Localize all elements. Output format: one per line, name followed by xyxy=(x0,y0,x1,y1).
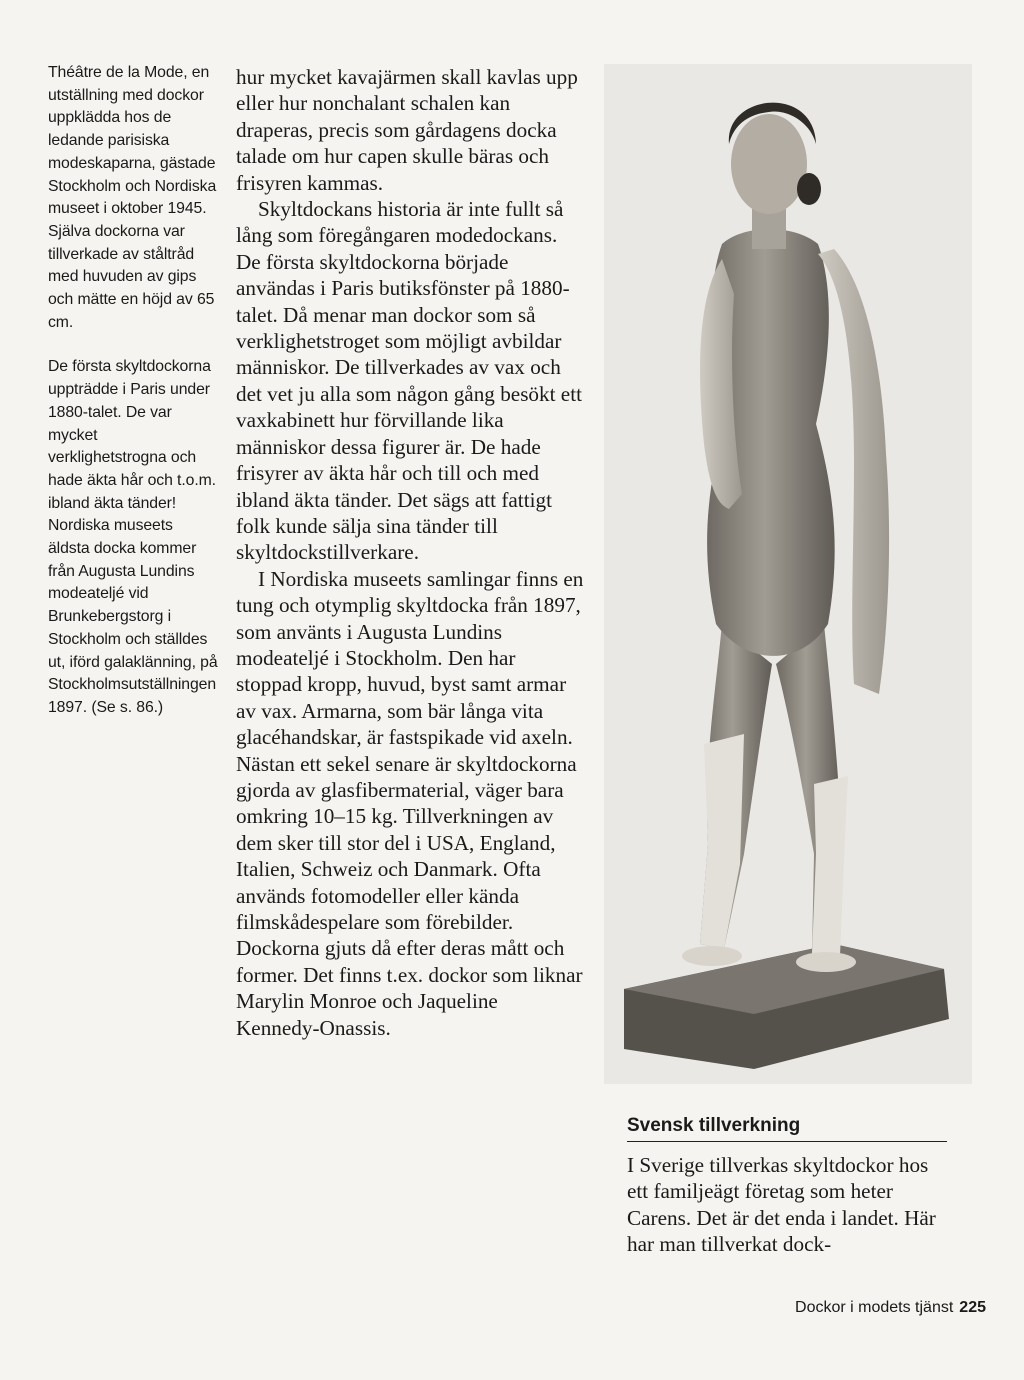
section-paragraph: I Sverige tillverkas skyltdockor hos ett familjeägt företag som heter Carens. Det är det enda i landet. Här har man tillverkat dock- xyxy=(627,1153,936,1257)
caption-first-mannequins: De första skyltdockorna uppträdde i Paris under 1880-talet. De var mycket verklighetstrogna och hade äkta hår och t.o.m. ibland äkta tänder! Nordiska museets äldsta docka kommer från Augusta Lundins modeateljé vid Brunkebergstorg i Stockholm och ställdes ut, iförd galaklänning, på Stockholmsutställningen 1897. (Se s. 86.) xyxy=(48,358,218,716)
caption-theatre-de-la-mode: Théâtre de la Mode, en utställning med dockor uppklädda hos de ledande parisiska modeskaparna, gästade Stockholm och Nordiska museet i oktober 1945. Själva dockorna var tillverkade av ståltråd med huvuden av gips och mätte en höjd av 65 cm. xyxy=(48,64,217,331)
body-text-column xyxy=(236,64,584,1041)
mannequin-figure-image xyxy=(604,64,972,1084)
page-number: 225 xyxy=(959,1299,986,1316)
body-paragraph-1: hur mycket kavajärmen skall kavlas upp eller hur nonchalant schalen kan draperas, precis som gårdagens docka talade om hur capen skulle bäras och frisyren kammas. xyxy=(236,65,578,195)
section-heading: Svensk tillverkning xyxy=(627,1114,947,1142)
svensk-tillverkning-section xyxy=(627,1114,947,1258)
body-paragraph-2: Skyltdockans historia är inte fullt så lång som föregångaren modedockans. De första skyltdockorna började användas i Paris butiksfönster på 1880-talet. Då menar man dockor som så verklighetstroget som möjligt avbildar människor. De tillverkades av vax och det vet ju alla som någon gång besökt ett vaxkabinett hur förvillande lika människor dessa figurer är. De hade frisyrer av äkta hår och till och med ibland äkta tänder. Det sägs att fattigt folk kunde sälja sina tänder till skyltdockstillverkare. xyxy=(236,197,582,565)
page-footer xyxy=(795,1299,986,1317)
mannequin-photo xyxy=(604,64,972,1084)
body-paragraph-3: I Nordiska museets samlingar finns en tung och otymplig skyltdocka från 1897, som använts i Augusta Lundins modeateljé i Stockholm. Den har stoppad kropp, huvud, byst samt armar av vax. Armarna, som bär långa vita glacéhandskar, är fastspikade vid axeln. Nästan ett sekel senare är skyltdockorna gjorda av glasfibermaterial, väger bara omkring 10–15 kg. Tillverkningen av dem sker till stor del i USA, England, Italien, Schweiz och Danmark. Ofta används fotomodeller eller kända filmskådespelare som förebilder. Dockorna gjuts då efter deras mått och former. Det finns t.ex. dockor som liknar Marylin Monroe och Jaqueline Kennedy-Onassis. xyxy=(236,566,584,1040)
caption-column xyxy=(48,62,218,742)
running-title: Dockor i modets tjänst xyxy=(795,1299,954,1316)
